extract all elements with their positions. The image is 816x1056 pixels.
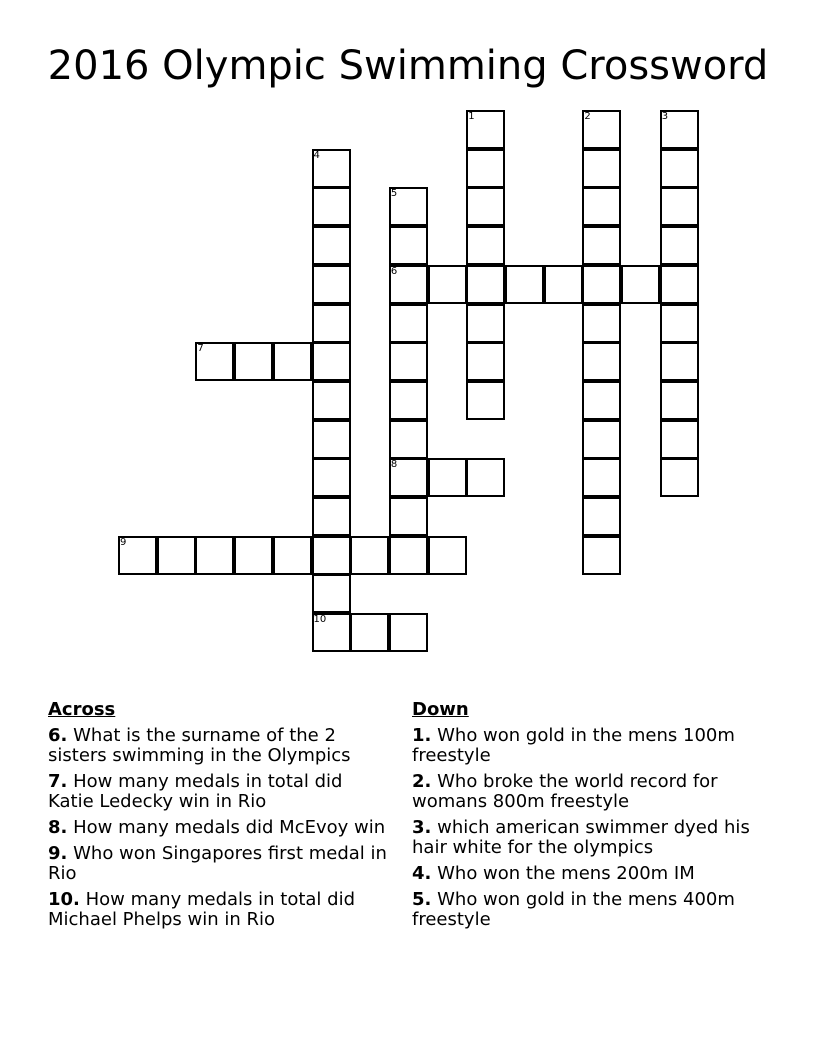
- across-clue-10: [48, 890, 393, 930]
- clue-number-label: 4: [313, 149, 320, 161]
- clue-text: Who won gold in the mens 400m freestyle: [412, 889, 735, 930]
- grid-cell[interactable]: [428, 536, 467, 575]
- clue-number-label: 7: [197, 343, 204, 355]
- grid-cell[interactable]: [582, 226, 621, 265]
- down-clue-2: [412, 772, 757, 812]
- grid-cell[interactable]: [505, 265, 544, 304]
- grid-cell[interactable]: [621, 265, 660, 304]
- grid-cell[interactable]: [660, 381, 699, 420]
- down-clue-3: [412, 818, 757, 858]
- clue-text: which american swimmer dyed his hair white for the olympics: [412, 817, 750, 858]
- grid-cell[interactable]: [389, 536, 428, 575]
- across-clues: [48, 700, 393, 936]
- grid-cell[interactable]: [312, 187, 351, 226]
- grid-cell[interactable]: [234, 536, 273, 575]
- grid-cell[interactable]: [582, 265, 621, 304]
- grid-cell[interactable]: [466, 226, 505, 265]
- grid-cell[interactable]: [312, 304, 351, 343]
- grid-cell[interactable]: [466, 304, 505, 343]
- clue-number-label: 6: [390, 265, 398, 277]
- clue-number: 3.: [412, 817, 432, 838]
- grid-cell[interactable]: [660, 420, 699, 459]
- grid-cell[interactable]: [312, 342, 351, 381]
- clue-text: How many medals in total did Katie Ledecky win in Rio: [48, 771, 343, 812]
- clue-number: 6.: [48, 725, 68, 746]
- clue-number: 8.: [48, 817, 68, 838]
- grid-cell[interactable]: [312, 536, 351, 575]
- across-clue-6: [48, 726, 393, 766]
- across-clue-8: [48, 818, 393, 838]
- grid-cell[interactable]: [428, 458, 467, 497]
- clue-number: 4.: [412, 863, 432, 884]
- grid-cell[interactable]: [350, 613, 389, 652]
- clue-number-label: 5: [390, 188, 398, 200]
- grid-cell[interactable]: [312, 381, 351, 420]
- grid-cell[interactable]: [234, 342, 273, 381]
- down-clue-1: [412, 726, 757, 766]
- grid-cell[interactable]: [195, 536, 234, 575]
- grid-cell[interactable]: [157, 536, 196, 575]
- clue-number: 1.: [412, 725, 432, 746]
- grid-cell[interactable]: [660, 342, 699, 381]
- grid-cell[interactable]: [389, 381, 428, 420]
- clue-text: How many medals did McEvoy win: [73, 817, 386, 838]
- clue-text: How many medals in total did Michael Phelps win in Rio: [48, 889, 355, 930]
- clue-number: 7.: [48, 771, 68, 792]
- grid-cell[interactable]: [582, 342, 621, 381]
- grid-cell[interactable]: [312, 458, 351, 497]
- clue-number: 9.: [48, 843, 68, 864]
- grid-cell[interactable]: [273, 536, 312, 575]
- clue-text: What is the surname of the 2 sisters swimming in the Olympics: [48, 725, 351, 766]
- clue-number: 2.: [412, 771, 432, 792]
- grid-cell[interactable]: [466, 149, 505, 188]
- grid-cell[interactable]: [660, 149, 699, 188]
- grid-cell[interactable]: [660, 187, 699, 226]
- grid-cell[interactable]: [389, 420, 428, 459]
- clue-number-label: 9: [120, 536, 127, 548]
- grid-cell[interactable]: [660, 265, 699, 304]
- grid-cell[interactable]: [273, 342, 312, 381]
- grid-cell[interactable]: [582, 187, 621, 226]
- grid-cell[interactable]: [582, 304, 621, 343]
- clue-text: Who won the mens 200m IM: [437, 863, 695, 884]
- grid-cell[interactable]: [312, 574, 351, 613]
- grid-cell[interactable]: [389, 613, 428, 652]
- clue-text: Who won Singapores first medal in Rio: [48, 843, 387, 884]
- down-clues: [412, 700, 757, 936]
- grid-cell[interactable]: [582, 497, 621, 536]
- grid-cell[interactable]: [582, 381, 621, 420]
- across-clue-7: [48, 772, 393, 812]
- grid-cell[interactable]: [466, 265, 505, 304]
- grid-cell[interactable]: [582, 420, 621, 459]
- down-clue-5: [412, 890, 757, 930]
- grid-cell[interactable]: [582, 458, 621, 497]
- grid-cell[interactable]: [466, 187, 505, 226]
- grid-cell[interactable]: [350, 536, 389, 575]
- grid-cell[interactable]: [312, 497, 351, 536]
- clue-number: 5.: [412, 889, 432, 910]
- page-title: 2016 Olympic Swimming Crossword: [47, 43, 769, 89]
- clue-number-label: 10: [313, 614, 327, 626]
- down-heading: Down: [412, 699, 469, 720]
- clue-number-label: 3: [661, 111, 669, 122]
- grid-cell[interactable]: [582, 536, 621, 575]
- grid-cell[interactable]: [312, 265, 351, 304]
- across-clue-9: [48, 844, 393, 884]
- clue-number-label: 8: [390, 459, 398, 471]
- grid-cell[interactable]: [466, 381, 505, 420]
- grid-cell[interactable]: [466, 342, 505, 381]
- grid-cell[interactable]: [582, 149, 621, 188]
- grid-cell[interactable]: [389, 497, 428, 536]
- clue-number: 10.: [48, 889, 80, 910]
- grid-cell[interactable]: [389, 304, 428, 343]
- clue-number-label: 2: [584, 111, 591, 122]
- grid-cell[interactable]: [660, 226, 699, 265]
- grid-cell[interactable]: [312, 226, 351, 265]
- grid-cell[interactable]: [389, 342, 428, 381]
- clue-text: Who broke the world record for womans 800m freestyle: [412, 771, 718, 812]
- grid-cell[interactable]: [544, 265, 583, 304]
- across-heading: Across: [48, 699, 116, 720]
- clue-text: Who won gold in the mens 100m freestyle: [412, 725, 735, 766]
- grid-cell[interactable]: [660, 458, 699, 497]
- grid-cell[interactable]: [466, 458, 505, 497]
- grid-cell[interactable]: [428, 265, 467, 304]
- grid-cell[interactable]: [660, 304, 699, 343]
- grid-cell[interactable]: [312, 420, 351, 459]
- grid-cell[interactable]: [389, 226, 428, 265]
- clue-number-label: 1: [468, 111, 475, 122]
- down-clue-4: [412, 864, 757, 884]
